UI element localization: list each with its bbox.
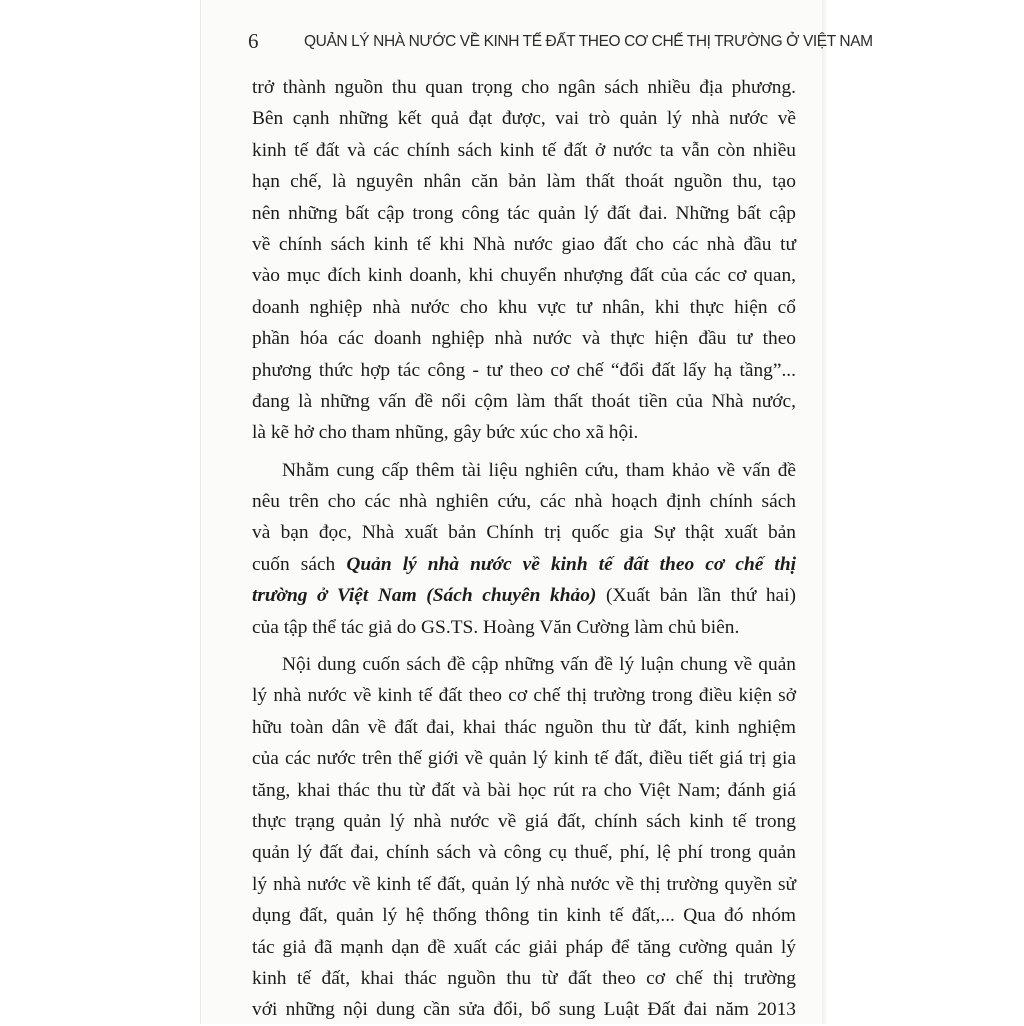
page-edge <box>822 0 828 1024</box>
text-line <box>252 580 796 611</box>
text-line: tác giả đã mạnh dạn đề xuất các giải pháp để tăng cường quản lý <box>252 936 796 958</box>
page-header <box>248 28 873 56</box>
text-line: của các nước trên thế giới về quản lý kinh tế đất, điều tiết giá trị gia <box>252 748 796 770</box>
text-line: lý nhà nước về kinh tế đất, quản lý nhà nước về thị trường quyền sử <box>252 873 796 895</box>
page-number: 6 <box>248 29 259 53</box>
text-run: (Xuất bản lần thứ hai) <box>596 585 796 607</box>
text-line: phương thức hợp tác công - tư theo cơ chế “đổi đất lấy hạ tầng”... <box>252 359 796 381</box>
paragraph-3 <box>252 649 796 1026</box>
text-line: dụng đất, quản lý hệ thống thông tin kinh tế đất,... Qua đó nhóm <box>252 905 796 927</box>
text-line: kinh tế đất và các chính sách kinh tế đất ở nước ta vẫn còn nhiều <box>252 139 796 161</box>
text-line: kinh tế đất, khai thác nguồn thu từ đất theo cơ chế thị trường <box>252 967 796 989</box>
body-text <box>252 72 796 1026</box>
text-line: Nhằm cung cấp thêm tài liệu nghiên cứu, tham khảo về vấn đề <box>282 459 796 481</box>
text-line: hữu toàn dân về đất đai, khai thác nguồn thu từ đất, kinh nghiệm <box>252 716 796 738</box>
text-line: nên những bất cập trong công tác quản lý đất đai. Những bất cập <box>252 202 796 224</box>
text-line: nêu trên cho các nhà nghiên cứu, các nhà hoạch định chính sách <box>252 491 796 513</box>
text-line: trở thành nguồn thu quan trọng cho ngân sách nhiều địa phương. <box>252 77 796 98</box>
running-title: QUẢN LÝ NHÀ NƯỚC VỀ KINH TẾ ĐẤT THEO CƠ CHẾ THỊ TRƯỜNG Ở VIỆT NAM <box>304 33 873 50</box>
text-line: thực trạng quản lý nhà nước về giá đất, chính sách kinh tế trong <box>252 810 796 832</box>
text-line: phần hóa các doanh nghiệp nhà nước và thực hiện đầu tư theo <box>252 328 796 350</box>
book-title: trường ở Việt Nam (Sách chuyên khảo) <box>252 585 597 607</box>
text-line: với những nội dung cần sửa đổi, bổ sung Luật Đất đai năm 2013 <box>252 999 796 1021</box>
text-line: lý nhà nước về kinh tế đất theo cơ chế thị trường trong điều kiện sở <box>252 685 796 707</box>
paragraph-1 <box>252 72 796 449</box>
text-line: của tập thể tác giả do GS.TS. Hoàng Văn Cường làm chủ biên. <box>252 616 740 638</box>
text-line: quản lý đất đai, chính sách và công cụ thuế, phí, lệ phí trong quản <box>252 842 796 864</box>
text-line: về chính sách kinh tế khi Nhà nước giao đất cho các nhà đầu tư <box>252 233 796 255</box>
text-line: đang là những vấn đề nổi cộm làm thất thoát tiền của Nhà nước, <box>252 390 796 412</box>
text-line: và bạn đọc, Nhà xuất bản Chính trị quốc gia Sự thật xuất bản <box>252 522 796 544</box>
text-run: cuốn sách <box>252 553 347 575</box>
text-line <box>252 549 796 580</box>
book-title: Quản lý nhà nước về kinh tế đất theo cơ chế thị <box>346 553 796 575</box>
text-line: Bên cạnh những kết quả đạt được, vai trò quản lý nhà nước về <box>252 108 796 130</box>
text-line: tăng, khai thác thu từ đất và bài học rút ra cho Việt Nam; đánh giá <box>252 779 796 801</box>
paragraph-2 <box>252 455 796 643</box>
text-line: doanh nghiệp nhà nước cho khu vực tư nhân, khi thực hiện cổ <box>252 296 796 318</box>
text-line: hạn chế, là nguyên nhân căn bản làm thất thoát nguồn thu, tạo <box>252 171 796 193</box>
text-line: vào mục đích kinh doanh, khi chuyển nhượng đất của các cơ quan, <box>252 265 796 287</box>
text-line: là kẽ hở cho tham nhũng, gây bức xúc cho xã hội. <box>252 422 639 444</box>
text-line: Nội dung cuốn sách đề cập những vấn đề lý luận chung về quản <box>282 654 796 676</box>
